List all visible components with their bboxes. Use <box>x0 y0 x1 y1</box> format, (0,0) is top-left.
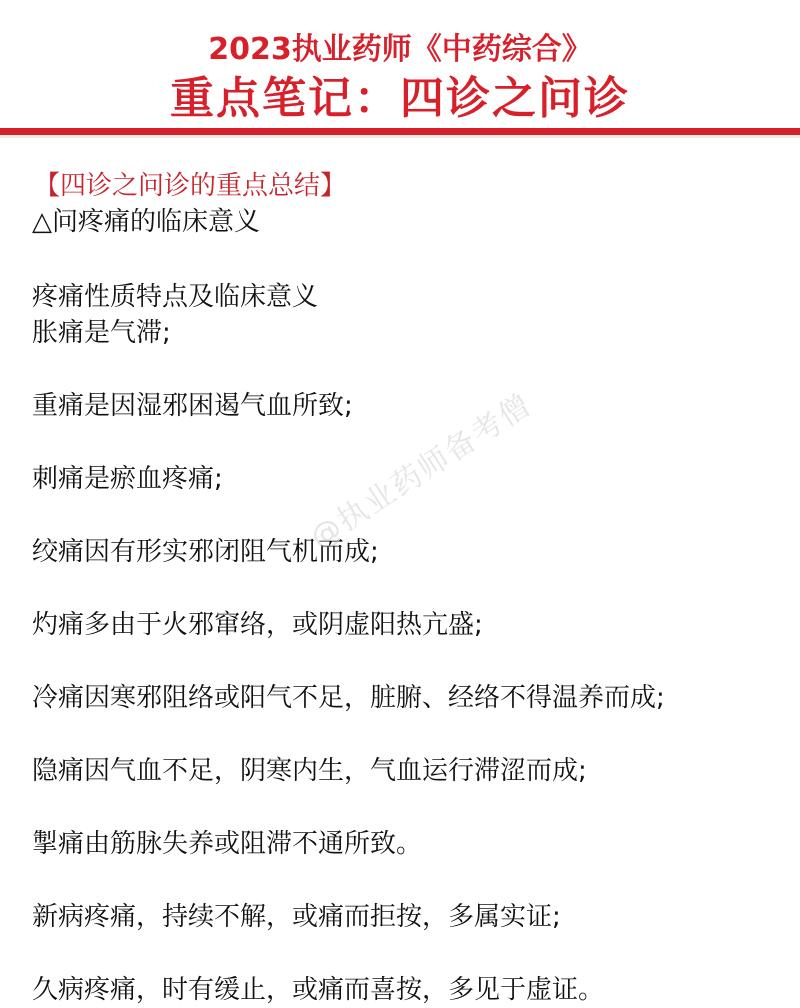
topic-line: △问疼痛的临床意义 <box>32 207 260 237</box>
watermark: @执业药师备考僧 <box>304 387 539 557</box>
header <box>0 0 800 134</box>
note-item: 胀痛是气滞; <box>32 318 171 348</box>
title-line-1: 2023执业药师《中药综合》 <box>208 32 592 67</box>
subheading: 疼痛性质特点及临床意义 <box>32 282 319 312</box>
note-item: 掣痛由筋脉失养或阻滞不通所致。 <box>32 829 423 859</box>
note-item: 隐痛因气血不足，阴寒内生，气血运行滞涩而成; <box>32 756 587 786</box>
note-item: 冷痛因寒邪阻络或阳气不足，脏腑、经络不得温养而成; <box>32 683 665 713</box>
note-item: 刺痛是瘀血疼痛; <box>32 464 223 494</box>
header-divider-shadow <box>0 135 800 138</box>
section-heading: 【四诊之问诊的重点总结】 <box>34 171 347 201</box>
title-line-2: 重点笔记：四诊之问诊 <box>170 73 630 124</box>
note-item: 绞痛因有形实邪闭阻气机而成; <box>32 537 379 567</box>
note-item: 久病疼痛，时有缓止，或痛而喜按，多见于虚证。 <box>32 975 605 1005</box>
header-divider <box>0 128 800 135</box>
note-item: 重痛是因湿邪困遏气血所致; <box>32 391 353 421</box>
note-item: 灼痛多由于火邪窜络，或阴虚阳热亢盛; <box>32 610 483 640</box>
note-content <box>32 168 782 1008</box>
note-item: 新病疼痛，持续不解，或痛而拒按，多属实证; <box>32 902 561 932</box>
